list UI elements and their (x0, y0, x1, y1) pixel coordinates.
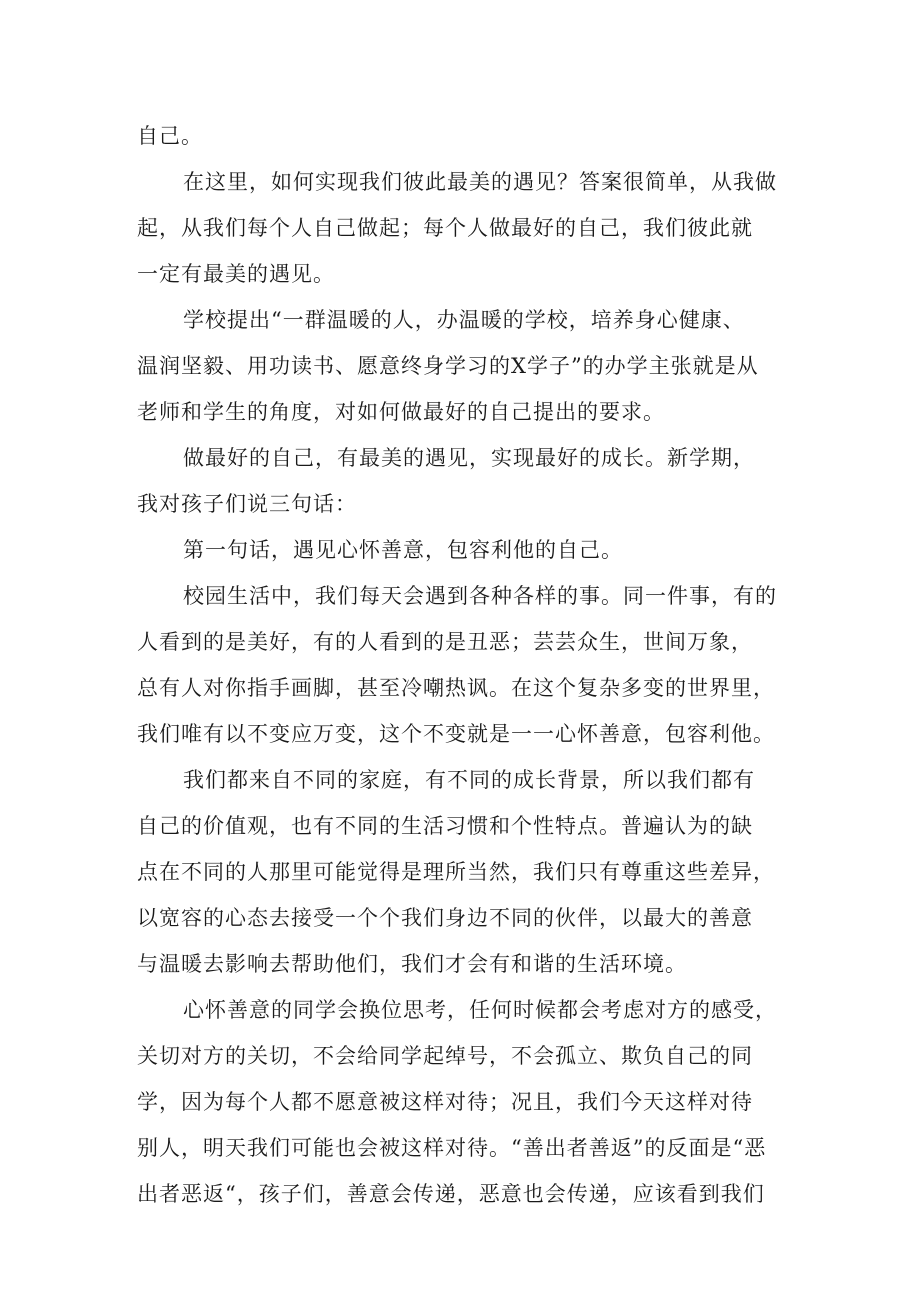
text-line: 学校提出“一群温暖的人，办温暖的学校，培养身心健康、 (183, 308, 745, 332)
text-line: 总有人对你指手画脚，甚至冷嘲热讽。在这个复杂多变的世界里， (137, 676, 775, 700)
text-line: 我对孩子们说三句话： (137, 492, 357, 516)
text-line: 校园生活中，我们每天会遇到各种各样的事。同一件事，有的 (183, 584, 777, 608)
text-line: 心怀善意的同学会换位思考，任何时候都会考虑对方的感受， (183, 998, 777, 1022)
text-line: 自己的价值观，也有不同的生活习惯和个性特点。普遍认为的缺 (137, 814, 753, 838)
text-line: 学，因为每个人都不愿意被这样对待；况且，我们今天这样对待 (137, 1090, 753, 1114)
text-line: 关切对方的关切，不会给同学起绰号，不会孤立、欺负自己的同 (137, 1044, 753, 1068)
text-line: 第一句话，遇见心怀善意，包容利他的自己。 (183, 538, 623, 562)
body-text (137, 113, 797, 1217)
text-line: 一定有最美的遇见。 (137, 262, 335, 286)
text-line: 老师和学生的角度，对如何做最好的自己提出的要求。 (137, 400, 665, 424)
text-line: 起，从我们每个人自己做起；每个人做最好的自己，我们彼此就 (137, 216, 753, 240)
text-line: 点在不同的人那里可能觉得是理所当然，我们只有尊重这些差异， (137, 860, 775, 884)
text-line: 以宽容的心态去接受一个个我们身边不同的伙伴，以最大的善意 (137, 906, 753, 930)
text-line: 做最好的自己，有最美的遇见，实现最好的成长。新学期， (183, 446, 755, 470)
text-line: 在这里，如何实现我们彼此最美的遇见？答案很简单，从我做 (183, 170, 777, 194)
text-line: 人看到的是美好，有的人看到的是丑恶；芸芸众生，世间万象， (137, 630, 753, 654)
text-line: 我们唯有以不变应万变，这个不变就是一一心怀善意，包容利他。 (137, 722, 775, 746)
text-line: 自己。 (137, 124, 203, 148)
text-line: 别人，明天我们可能也会被这样对待。“善出者善返”的反面是“恶 (137, 1136, 767, 1160)
text-line: 出者恶返“，孩子们，善意会传递，恶意也会传递，应该看到我们 (137, 1182, 765, 1206)
text-line: 与温暖去影响去帮助他们，我们才会有和谐的生活环境。 (137, 952, 687, 976)
text-line: 温润坚毅、用功读书、愿意终身学习的X学子”的办学主张就是从 (137, 354, 759, 378)
text-line: 我们都来自不同的家庭，有不同的成长背景，所以我们都有 (183, 768, 755, 792)
